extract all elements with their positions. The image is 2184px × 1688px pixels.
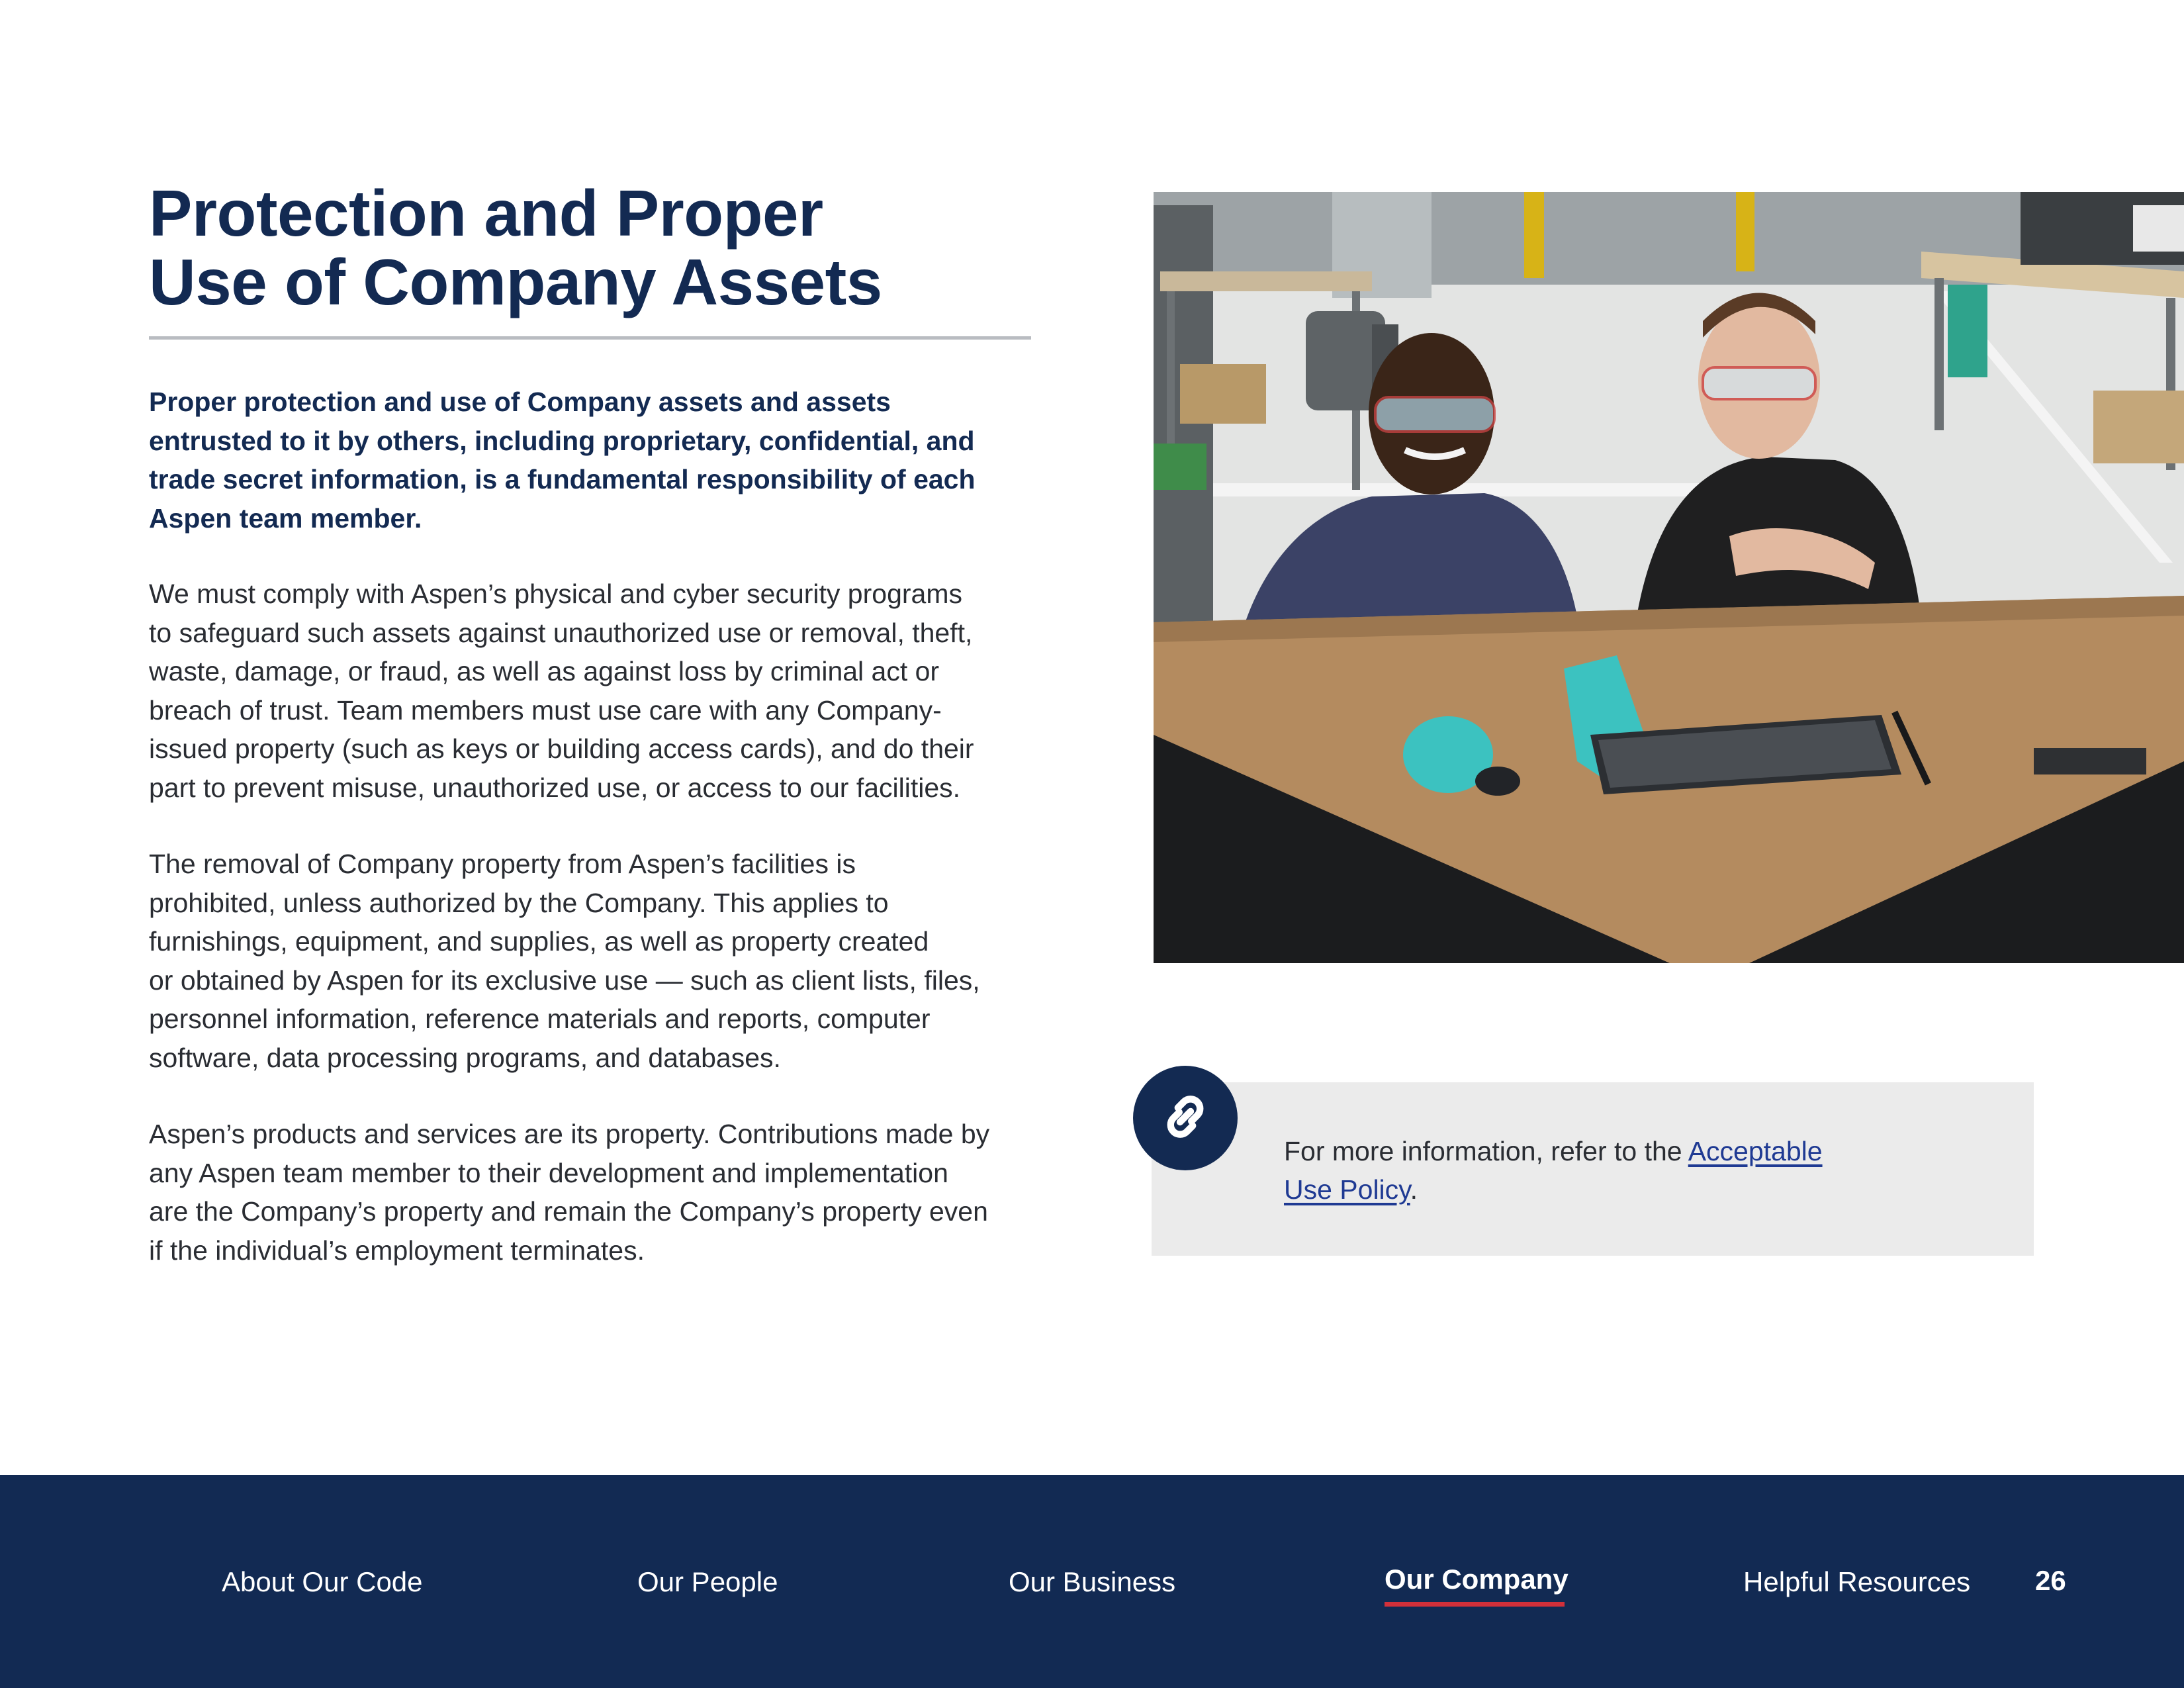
body-paragraph-security bbox=[149, 575, 1036, 807]
body-line: software, data processing programs, and databases. bbox=[149, 1042, 781, 1073]
nav-about-our-code[interactable]: About Our Code bbox=[222, 1566, 423, 1597]
nav-helpful-resources[interactable]: Helpful Resources bbox=[1743, 1566, 1971, 1597]
lead-paragraph bbox=[149, 383, 1023, 538]
body-line: The removal of Company property from Aspen’s facilities is bbox=[149, 849, 856, 879]
lead-line: trade secret information, is a fundamental responsibility of each bbox=[149, 464, 976, 494]
nav-our-business[interactable]: Our Business bbox=[1009, 1566, 1176, 1597]
body-line: are the Company’s property and remain the Company’s property even bbox=[149, 1196, 988, 1227]
link-icon bbox=[1154, 1085, 1217, 1152]
body-line: issued property (such as keys or building access cards), and do their bbox=[149, 733, 974, 764]
body-line: or obtained by Aspen for its exclusive use — such as client lists, files, bbox=[149, 964, 980, 996]
body-line: personnel information, reference materials and reports, computer bbox=[149, 1004, 931, 1034]
body-paragraph-removal bbox=[149, 845, 1036, 1077]
page-title bbox=[149, 179, 1009, 316]
body-line: any Aspen team member to their development and implementation bbox=[149, 1157, 948, 1188]
workstation-photo bbox=[1154, 192, 2184, 963]
page-title-line: Protection and Proper bbox=[149, 177, 823, 250]
body-line: part to prevent misuse, unauthorized use, or access to our facilities. bbox=[149, 772, 961, 803]
body-line: waste, damage, or fraud, as well as against loss by criminal act or bbox=[149, 656, 940, 686]
nav-our-people[interactable]: Our People bbox=[637, 1566, 778, 1597]
nav-our-company[interactable]: Our Company bbox=[1385, 1564, 1569, 1595]
body-line: We must comply with Aspen’s physical and cyber security programs bbox=[149, 579, 962, 609]
lead-line: Proper protection and use of Company assets and assets bbox=[149, 387, 891, 417]
callout-trailing-text: . bbox=[1410, 1174, 1418, 1205]
body-line: prohibited, unless authorized by the Company. This applies to bbox=[149, 887, 889, 918]
link-text-line-2: Use Policy bbox=[1284, 1174, 1410, 1205]
page-title-line: Use of Company Assets bbox=[149, 246, 882, 318]
body-line: furnishings, equipment, and supplies, as well as property created bbox=[149, 926, 929, 957]
body-paragraph-products bbox=[149, 1115, 1036, 1270]
title-divider bbox=[149, 336, 1031, 340]
page-number: 26 bbox=[2035, 1565, 2066, 1596]
body-line: breach of trust. Team members must use care with any Company- bbox=[149, 694, 942, 726]
body-line: to safeguard such assets against unauthorized use or removal, theft, bbox=[149, 617, 973, 648]
body-line: Aspen’s products and services are its property. Contributions made by bbox=[149, 1119, 990, 1149]
active-nav-indicator bbox=[1385, 1602, 1565, 1607]
link-text-line-1: Acceptable bbox=[1688, 1136, 1823, 1166]
callout-lead-text: For more information, refer to the bbox=[1284, 1136, 1688, 1166]
lead-line: Aspen team member. bbox=[149, 502, 422, 534]
link-badge bbox=[1133, 1066, 1238, 1170]
callout-text bbox=[1284, 1132, 1946, 1209]
body-line: if the individual’s employment terminates. bbox=[149, 1235, 645, 1266]
lead-line: entrusted to it by others, including proprietary, confidential, and bbox=[149, 425, 975, 456]
